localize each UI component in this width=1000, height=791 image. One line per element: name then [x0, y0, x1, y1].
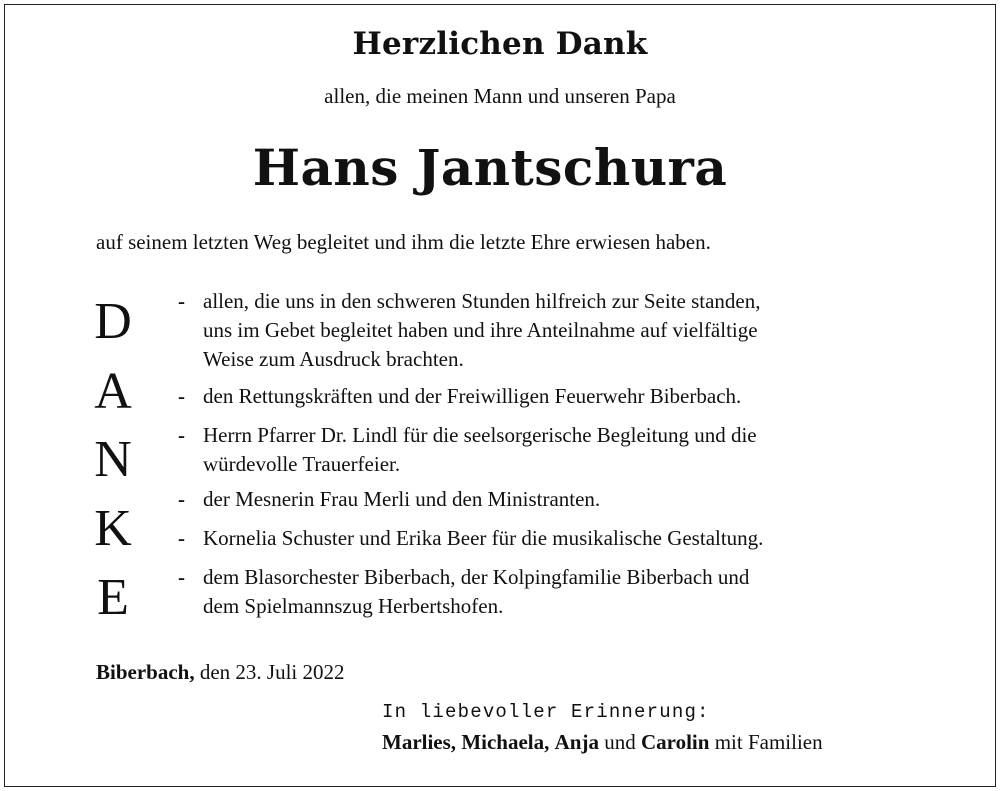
deceased-name: Hans Jantschura [252, 138, 728, 197]
item-line: Kornelia Schuster und Erika Beer für die musikalische Gestaltung. [203, 526, 764, 550]
signature-name: Anja [554, 730, 599, 754]
heading: Herzlichen Dank [352, 26, 648, 62]
danke-letter-n: N [94, 431, 132, 488]
item-line: Weise zum Ausdruck brachten. [203, 347, 464, 371]
thanks-item [178, 563, 958, 621]
intro-text: allen, die meinen Mann und unseren Papa [324, 84, 676, 108]
item-line: der Mesnerin Frau Merli und den Ministranten. [203, 487, 601, 511]
signature-name: Carolin [640, 730, 710, 754]
outro-text: auf seinem letzten Weg begleitet und ihm die letzte Ehre erwiesen haben. [96, 230, 711, 254]
item-line: würdevolle Trauerfeier. [203, 452, 401, 476]
item-dash: - [178, 289, 185, 313]
item-line: dem Spielmannszug Herbertshofen. [203, 594, 504, 618]
danke-letter-d: D [94, 293, 132, 350]
item-line: uns im Gebet begleitet haben und ihre Anteilnahme auf vielfältige [203, 318, 758, 342]
item-dash: - [178, 487, 185, 511]
thanks-item [178, 421, 958, 479]
signature-and: und [604, 730, 636, 754]
item-line: allen, die uns in den schweren Stunden hilfreich zur Seite standen, [203, 289, 761, 313]
memory-line: In liebevoller Erinnerung: [382, 701, 710, 723]
thanks-item [178, 524, 958, 553]
danke-letter-k: K [94, 500, 132, 557]
danke-letter-a: A [94, 363, 132, 420]
item-dash: - [178, 565, 185, 589]
item-line: Herrn Pfarrer Dr. Lindl für die seelsorgerische Begleitung und die [203, 423, 757, 447]
signature-rest: mit Familien [714, 730, 823, 754]
date: den 23. Juli 2022 [199, 660, 345, 684]
thanks-item [178, 382, 958, 411]
danke-letter-e: E [97, 569, 129, 626]
item-dash: - [178, 423, 185, 447]
place: Biberbach, [96, 660, 195, 684]
item-line: den Rettungskräften und der Freiwilligen Feuerwehr Biberbach. [203, 384, 742, 408]
signature-name: Michaela, [461, 730, 550, 754]
signature-name: Marlies, [382, 730, 457, 754]
thanks-item [178, 485, 958, 514]
item-line: dem Blasorchester Biberbach, der Kolpingfamilie Biberbach und [203, 565, 750, 589]
item-dash: - [178, 526, 185, 550]
thanks-item [178, 287, 958, 374]
signatures [382, 730, 823, 755]
place-date [96, 660, 345, 685]
item-dash: - [178, 384, 185, 408]
